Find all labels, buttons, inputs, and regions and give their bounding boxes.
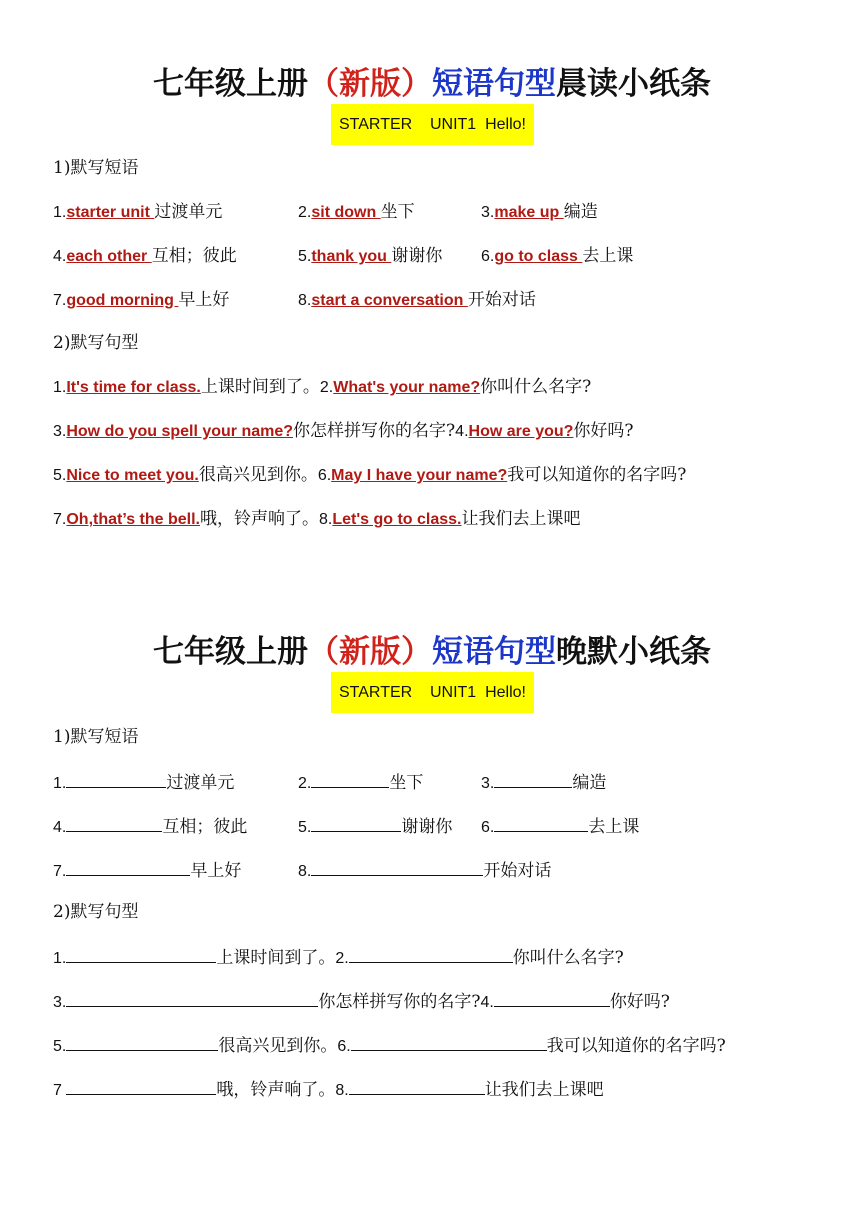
sentence-row: 3.How do you spell your name?你怎样拼写你的名字?4.How are you?你好吗?	[53, 421, 634, 441]
answer-blank	[494, 813, 588, 832]
phrase-blank-item: 1. 过渡单元	[53, 769, 234, 796]
answer-blank	[66, 857, 190, 876]
title-edition: （新版）	[308, 66, 432, 102]
phrase-item: 6.go to class 去上课	[481, 246, 634, 266]
phrase-meaning: 坐下	[380, 202, 415, 222]
answer-blank	[311, 769, 389, 788]
sentence-answer: Let's go to class.	[332, 511, 462, 528]
sentence-answer: Oh,that’s the bell.	[66, 511, 200, 528]
phrase-meaning: 去上课	[582, 246, 634, 266]
sentence-answer: What's your name?	[333, 379, 481, 396]
title-edition: （新版）	[308, 634, 432, 670]
phrase-meaning: 开始对话	[467, 290, 536, 310]
answer-blank	[66, 1032, 218, 1051]
title-topic: 短语句型	[432, 634, 556, 670]
answer-blank	[66, 944, 216, 963]
answer-blank	[494, 988, 610, 1007]
title-topic: 短语句型	[432, 66, 556, 102]
answer-blank	[349, 1076, 485, 1095]
phrase-item: 3.make up 编造	[481, 202, 598, 222]
morning-unit-banner: STARTER UNIT1 Hello!	[331, 104, 534, 145]
phrase-answer: sit down	[311, 204, 381, 221]
morning-section-phrases: 1)默写短语	[53, 158, 139, 178]
sentence-row: 7.Oh,that’s the bell.哦，铃声响了。8.Let's go to class.让我们去上课吧	[53, 509, 581, 529]
phrase-meaning: 互相；彼此	[151, 246, 237, 266]
phrase-answer: each other	[66, 248, 152, 265]
phrase-item: 1.starter unit 过渡单元	[53, 202, 223, 222]
phrase-answer: good morning	[66, 292, 179, 309]
title-kind: 晚默小纸条	[556, 634, 711, 670]
phrase-item: 2.sit down 坐下	[298, 202, 415, 222]
morning-title	[0, 58, 864, 103]
sentence-blank-row: 5. 很高兴见到你。6. 我可以知道你的名字吗?	[53, 1032, 726, 1059]
phrase-answer: thank you	[311, 248, 392, 265]
sentence-row: 5.Nice to meet you.很高兴见到你。6.May I have your name?我可以知道你的名字吗?	[53, 465, 687, 485]
answer-blank	[311, 857, 483, 876]
phrase-meaning: 谢谢你	[391, 246, 443, 266]
answer-blank	[311, 813, 401, 832]
phrase-answer: make up	[494, 204, 564, 221]
title-grade: 七年级上册	[153, 66, 308, 102]
answer-blank	[494, 769, 572, 788]
phrase-item: 7.good morning 早上好	[53, 290, 230, 310]
title-kind: 晨读小纸条	[556, 66, 711, 102]
answer-blank	[351, 1032, 547, 1051]
evening-section-sentences: 2)默写句型	[53, 902, 139, 922]
phrase-blank-item: 4. 互相；彼此	[53, 813, 247, 840]
phrase-blank-item: 2. 坐下	[298, 769, 423, 796]
morning-section-sentences: 2)默写句型	[53, 333, 139, 353]
sentence-answer: How are you?	[468, 423, 574, 440]
phrase-answer: go to class	[494, 248, 583, 265]
sentence-answer: It's time for class.	[66, 379, 201, 396]
phrase-meaning: 编造	[563, 202, 598, 222]
phrase-blank-item: 5. 谢谢你	[298, 813, 452, 840]
sentence-answer: May I have your name?	[331, 467, 508, 484]
answer-blank	[66, 1076, 216, 1095]
phrase-blank-item: 8. 开始对话	[298, 857, 551, 884]
phrase-meaning: 过渡单元	[154, 202, 223, 222]
answer-blank	[66, 988, 318, 1007]
answer-blank	[66, 769, 166, 788]
sentence-answer: Nice to meet you.	[66, 467, 199, 484]
sentence-answer: How do you spell your name?	[66, 423, 294, 440]
evening-title	[0, 626, 864, 671]
phrase-item: 5.thank you 谢谢你	[298, 246, 443, 266]
evening-unit-banner: STARTER UNIT1 Hello!	[331, 672, 534, 713]
evening-section-phrases: 1)默写短语	[53, 727, 139, 747]
answer-blank	[349, 944, 513, 963]
sentence-row: 1.It's time for class.上课时间到了。2.What's your name?你叫什么名字?	[53, 377, 592, 397]
phrase-answer: starter unit	[66, 204, 155, 221]
phrase-answer: start a conversation	[311, 292, 468, 309]
phrase-item: 4.each other 互相；彼此	[53, 246, 237, 266]
phrase-blank-item: 3. 编造	[481, 769, 606, 796]
sentence-blank-row: 7 哦，铃声响了。8. 让我们去上课吧	[53, 1076, 604, 1103]
sentence-blank-row: 1. 上课时间到了。2. 你叫什么名字?	[53, 944, 624, 971]
phrase-item: 8.start a conversation 开始对话	[298, 290, 536, 310]
phrase-blank-item: 7. 早上好	[53, 857, 241, 884]
title-grade: 七年级上册	[153, 634, 308, 670]
phrase-blank-item: 6. 去上课	[481, 813, 639, 840]
sentence-blank-row: 3. 你怎样拼写你的名字?4. 你好吗?	[53, 988, 670, 1015]
phrase-meaning: 早上好	[178, 290, 230, 310]
answer-blank	[66, 813, 162, 832]
